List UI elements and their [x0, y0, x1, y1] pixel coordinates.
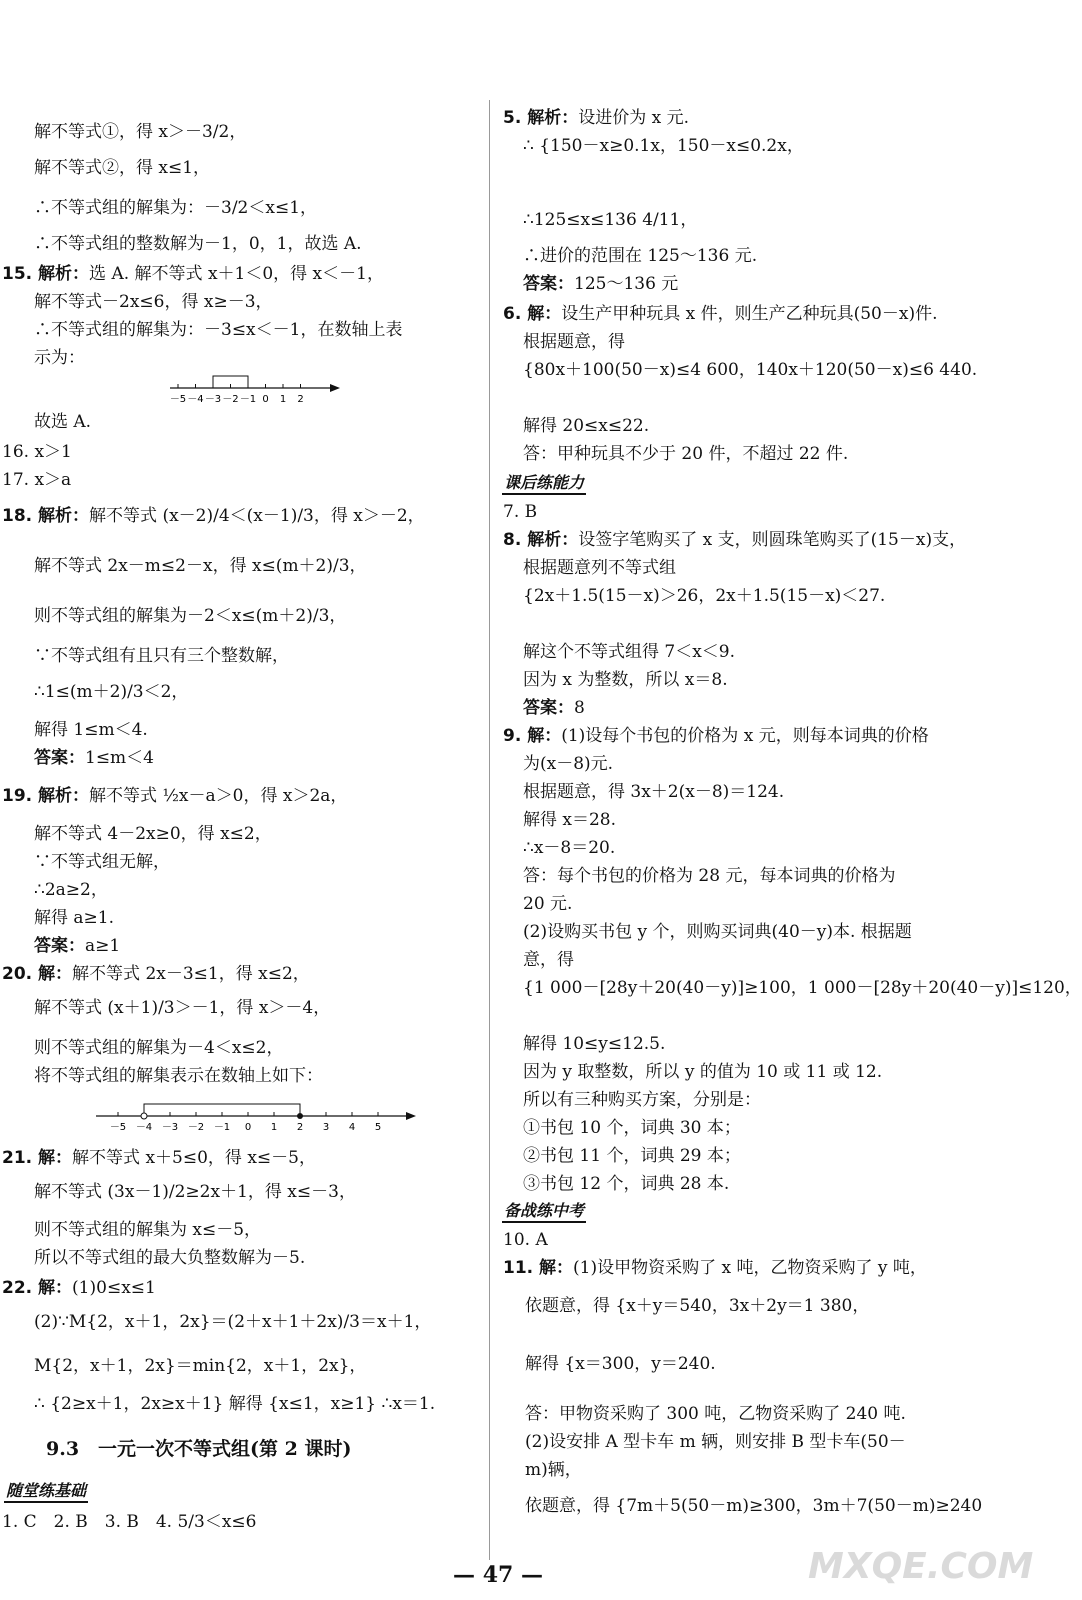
tick-label: 4: [348, 1122, 356, 1133]
line-text: (1)0≤x≤1: [72, 1278, 156, 1298]
column-divider: [489, 100, 490, 1560]
line-label: 11. 解：: [503, 1258, 574, 1278]
left-line: [2, 504, 425, 528]
line-text: 解不等式 (x＋1)/3＞－1，得 x＞－4，: [34, 998, 331, 1018]
line-label: 19. 解析：: [2, 786, 90, 806]
right-line: [525, 1402, 906, 1426]
tick-label: 1: [279, 394, 287, 405]
closed-endpoint: [297, 1113, 303, 1119]
line-text: ∵不等式组有且只有三个整数解，: [34, 646, 289, 666]
right-line: [523, 1172, 729, 1196]
right-line: [523, 836, 615, 860]
watermark-text: MXQE.COM: [808, 1546, 1034, 1587]
line-text: {1 000－[28y＋20(40－y)]≥100，1 000－[28y＋20(40－y)]≤120，: [523, 978, 1082, 998]
line-text: 解不等式 (x－2)/4＜(x－1)/3，得 x＞－2，: [89, 506, 425, 526]
right-line: [525, 1494, 982, 1518]
line-text: 解不等式 2x－m≤2－x，得 x≤(m＋2)/3，: [34, 556, 367, 576]
axis-arrow: [330, 384, 340, 392]
line-text: m)辆，: [525, 1460, 582, 1480]
line-text: 解不等式①，得 x＞－3/2，: [34, 122, 247, 142]
line-text: ∴2a≥2，: [34, 880, 108, 900]
line-text: 解得 x＝28.: [523, 810, 617, 830]
tick-label: －4: [135, 1122, 153, 1133]
right-line: [503, 528, 966, 552]
left-line: [34, 718, 148, 742]
right-line: [503, 724, 929, 748]
right-line: [523, 752, 613, 776]
left-line: [34, 554, 367, 578]
line-text: 根据题意，得 3x＋2(x－8)＝124.: [523, 782, 785, 802]
line-label: 15. 解析：: [2, 264, 90, 284]
left-line: [34, 232, 362, 256]
left-line: [34, 410, 91, 434]
right-line: [523, 1088, 761, 1112]
left-line: [34, 680, 188, 704]
line-text: 解这个不等式组得 7＜x＜9.: [523, 642, 736, 662]
line-text: 故选 A.: [34, 412, 92, 432]
tick-label: －1: [213, 1122, 231, 1133]
line-text: 依题意，得 {x＋y＝540，3x＋2y＝1 380，: [525, 1296, 870, 1316]
left-line: [2, 1276, 156, 1300]
line-text: 17. x＞a: [2, 470, 72, 490]
right-line: [523, 414, 649, 438]
line-text: 8: [574, 698, 585, 718]
left-line: [2, 962, 310, 986]
line-text: 解得 1≤m＜4.: [34, 720, 148, 740]
left-line: [34, 996, 330, 1020]
line-text: ∴ {2≥x＋1，2x≥x＋1} 解得 {x≤1，x≥1} ∴x＝1.: [34, 1394, 436, 1414]
tick-label: 0: [262, 394, 269, 405]
left-line: [34, 1180, 356, 1204]
tick-label: －3: [204, 394, 222, 405]
line-text: 解得 {x＝300，y＝240.: [525, 1354, 716, 1374]
line-text: 7. B: [503, 502, 538, 522]
right-line: [503, 302, 938, 326]
left-line: [34, 1036, 283, 1060]
lesson-title: 9.3 一元一次不等式组(第 2 课时): [46, 1438, 352, 1460]
left-line: [34, 346, 85, 370]
axis-arrow: [406, 1112, 416, 1120]
line-text: 则不等式组的解集为 x≤－5，: [34, 1220, 262, 1240]
right-line: [525, 1458, 582, 1482]
line-text: ∵不等式组无解，: [34, 852, 170, 872]
line-text: 因为 y 取整数，所以 y 的值为 10 或 11 或 12.: [523, 1062, 883, 1082]
left-line: [34, 318, 402, 342]
left-line: [2, 1146, 316, 1170]
page-number: — 47 —: [453, 1562, 543, 1588]
left-line: [2, 440, 72, 464]
left-line: [34, 1064, 323, 1088]
right-line: [523, 892, 572, 916]
right-line: [503, 1256, 927, 1280]
number-line-15: [170, 372, 340, 406]
line-text: 答：甲种玩具不少于 20 件，不超过 22 件.: [523, 444, 849, 464]
right-line: [523, 358, 977, 382]
page-number-value: 47: [482, 1562, 514, 1588]
left-line: [34, 120, 246, 144]
line-text: 20 元.: [523, 894, 573, 914]
right-line: [523, 134, 804, 158]
line-text: 设生产甲种玩具 x 件，则生产乙种玩具(50－x)件.: [561, 304, 938, 324]
right-line: [523, 1032, 665, 1056]
tick-label: －4: [187, 394, 204, 405]
line-text: 解得 10≤y≤12.5.: [523, 1034, 666, 1054]
line-text: (1)设每个书包的价格为 x 元，则每本词典的价格: [561, 726, 929, 746]
left-line: [34, 850, 170, 874]
line-label: 答案：: [523, 274, 574, 294]
tick-label: 5: [374, 1122, 382, 1133]
left-line: [34, 290, 273, 314]
line-text: (2)∵M{2，x＋1，2x}＝(2＋x＋1＋2x)/3＝x＋1，: [34, 1312, 432, 1332]
line-text: 1≤m＜4: [85, 748, 154, 768]
tick-label: －2: [187, 1122, 205, 1133]
left-line: [34, 644, 289, 668]
left-line: [34, 1218, 261, 1242]
left-line: [34, 822, 272, 846]
line-text: ∴不等式组的解集为：－3/2＜x≤1，: [34, 198, 318, 218]
right-line: [523, 208, 697, 232]
left-line: [34, 1354, 366, 1378]
line-text: 意，得: [523, 950, 574, 970]
line-label: 9. 解：: [503, 726, 562, 746]
line-text: 为(x－8)元.: [523, 754, 614, 774]
right-line: [523, 244, 757, 268]
line-label: 答案：: [34, 936, 85, 956]
line-text: 答：每个书包的价格为 28 元，每本词典的价格为: [523, 866, 896, 886]
right-line: [523, 272, 678, 296]
tick-label: －3: [161, 1122, 179, 1133]
right-line: [525, 1294, 869, 1318]
line-label: 20. 解：: [2, 964, 73, 984]
number-line-20: [96, 1100, 416, 1138]
right-line: [523, 948, 574, 972]
line-text: ∴1≤(m＋2)/3＜2，: [34, 682, 189, 702]
open-endpoint: [141, 1113, 147, 1119]
tick-label: 3: [322, 1122, 330, 1133]
left-line: [34, 1392, 435, 1416]
line-text: M{2，x＋1，2x}＝min{2，x＋1，2x}，: [34, 1356, 367, 1376]
line-text: 选 A. 解不等式 x＋1＜0，得 x＜－1，: [89, 264, 384, 284]
left-line: [34, 746, 154, 770]
line-label: 21. 解：: [2, 1148, 73, 1168]
tick-label: 2: [296, 1122, 304, 1133]
left-line: [34, 934, 120, 958]
line-text: ①书包 10 个，词典 30 本；: [523, 1118, 741, 1138]
right-line: [503, 1228, 548, 1252]
right-line: [523, 864, 895, 888]
line-text: 示为：: [34, 348, 85, 368]
tick-label: 2: [297, 394, 304, 405]
right-line: [503, 500, 537, 524]
left-line: [2, 1510, 257, 1534]
right-line: [523, 640, 735, 664]
right-line: [523, 668, 728, 692]
line-text: 所以有三种购买方案，分别是：: [523, 1090, 761, 1110]
right-line: [523, 696, 585, 720]
line-label: 答案：: [523, 698, 574, 718]
line-label: 答案：: [34, 748, 85, 768]
left-line: [34, 196, 317, 220]
section-suitang: 随堂练基础: [4, 1478, 88, 1503]
left-line: [34, 156, 210, 180]
right-line: [523, 808, 616, 832]
section-kehou: 课后练能力: [502, 470, 586, 495]
line-text: (2)设安排 A 型卡车 m 辆，则安排 B 型卡车(50－: [525, 1432, 906, 1452]
line-text: 1. C 2. B 3. B 4. 5/3＜x≤6: [2, 1512, 257, 1532]
line-label: 8. 解析：: [503, 530, 579, 550]
right-line: [523, 780, 784, 804]
right-line: [525, 1430, 906, 1454]
line-text: ∴不等式组的整数解为－1，0，1，故选 A.: [34, 234, 362, 254]
line-text: 设签字笔购买了 x 支，则圆珠笔购买了(15－x)支，: [578, 530, 967, 550]
line-text: 答：甲物资采购了 300 吨，乙物资采购了 240 吨.: [525, 1404, 906, 1424]
line-text: 解不等式 ½x－a＞0，得 x＞2a，: [89, 786, 348, 806]
section-beizhan: 备战练中考: [502, 1198, 586, 1223]
right-line: [523, 442, 848, 466]
line-text: 因为 x 为整数，所以 x＝8.: [523, 670, 728, 690]
line-text: ③书包 12 个，词典 28 本.: [523, 1174, 730, 1194]
right-line: [523, 976, 1082, 1000]
right-line: [523, 584, 885, 608]
tick-label: －1: [239, 394, 257, 405]
left-line: [34, 1310, 431, 1334]
line-text: 设进价为 x 元.: [578, 108, 690, 128]
right-line: [523, 330, 625, 354]
left-line: [34, 878, 108, 902]
line-text: 10. A: [503, 1230, 548, 1250]
line-label: 5. 解析：: [503, 108, 579, 128]
tick-label: 1: [270, 1122, 278, 1133]
tick-label: －5: [109, 1122, 127, 1133]
line-label: 22. 解：: [2, 1278, 73, 1298]
line-text: 解得 20≤x≤22.: [523, 416, 650, 436]
left-line: [34, 1246, 305, 1270]
left-line: [2, 468, 71, 492]
tick-label: －5: [169, 394, 187, 405]
line-text: 解不等式 (3x－1)/2≥2x＋1，得 x≤－3，: [34, 1182, 356, 1202]
line-text: 125～136 元: [574, 274, 679, 294]
line-text: 则不等式组的解集为－2＜x≤(m＋2)/3，: [34, 606, 347, 626]
line-text: ∴进价的范围在 125～136 元.: [523, 246, 758, 266]
line-text: 解不等式 2x－3≤1，得 x≤2，: [72, 964, 310, 984]
line-text: 解不等式②，得 x≤1，: [34, 158, 211, 178]
right-line: [523, 1060, 882, 1084]
line-text: 将不等式组的解集表示在数轴上如下：: [34, 1066, 323, 1086]
line-text: 解得 a≥1.: [34, 908, 115, 928]
line-text: {80x＋100(50－x)≤4 600，140x＋120(50－x)≤6 440.: [523, 360, 978, 380]
right-line: [525, 1352, 716, 1376]
line-text: {2x＋1.5(15－x)＞26，2x＋1.5(15－x)＜27.: [523, 586, 886, 606]
right-line: [523, 1144, 741, 1168]
line-text: ②书包 11 个，词典 29 本；: [523, 1146, 741, 1166]
line-text: 则不等式组的解集为－4＜x≤2，: [34, 1038, 284, 1058]
right-line: [523, 1116, 741, 1140]
left-line: [2, 262, 384, 286]
line-text: ∴x－8＝20.: [523, 838, 616, 858]
line-text: ∴不等式组的解集为：－3≤x＜－1，在数轴上表: [34, 320, 403, 340]
line-text: 根据题意，得: [523, 332, 625, 352]
left-line: [34, 604, 346, 628]
line-text: 16. x＞1: [2, 442, 72, 462]
line-label: 18. 解析：: [2, 506, 90, 526]
line-text: 解不等式 x＋5≤0，得 x≤－5，: [72, 1148, 316, 1168]
right-line: [523, 920, 912, 944]
line-text: 依题意，得 {7m＋5(50－m)≥300，3m＋7(50－m)≥240: [525, 1496, 983, 1516]
right-line: [503, 106, 689, 130]
line-text: ∴125≤x≤136 4/11，: [523, 210, 698, 230]
line-text: 所以不等式组的最大负整数解为－5.: [34, 1248, 306, 1268]
line-text: 根据题意列不等式组: [523, 558, 676, 578]
line-text: 解不等式－2x≤6，得 x≥－3，: [34, 292, 273, 312]
line-text: a≥1: [85, 936, 121, 956]
line-text: (2)设购买书包 y 个，则购买词典(40－y)本. 根据题: [523, 922, 912, 942]
left-line: [2, 784, 347, 808]
line-text: 解不等式 4－2x≥0，得 x≤2，: [34, 824, 272, 844]
tick-label: 0: [244, 1122, 252, 1133]
left-line: [34, 906, 114, 930]
line-text: ∴ {150－x≥0.1x，150－x≤0.2x，: [523, 136, 804, 156]
right-line: [523, 556, 676, 580]
line-label: 6. 解：: [503, 304, 562, 324]
tick-label: －2: [222, 394, 239, 405]
line-text: (1)设甲物资采购了 x 吨，乙物资采购了 y 吨，: [573, 1258, 927, 1278]
